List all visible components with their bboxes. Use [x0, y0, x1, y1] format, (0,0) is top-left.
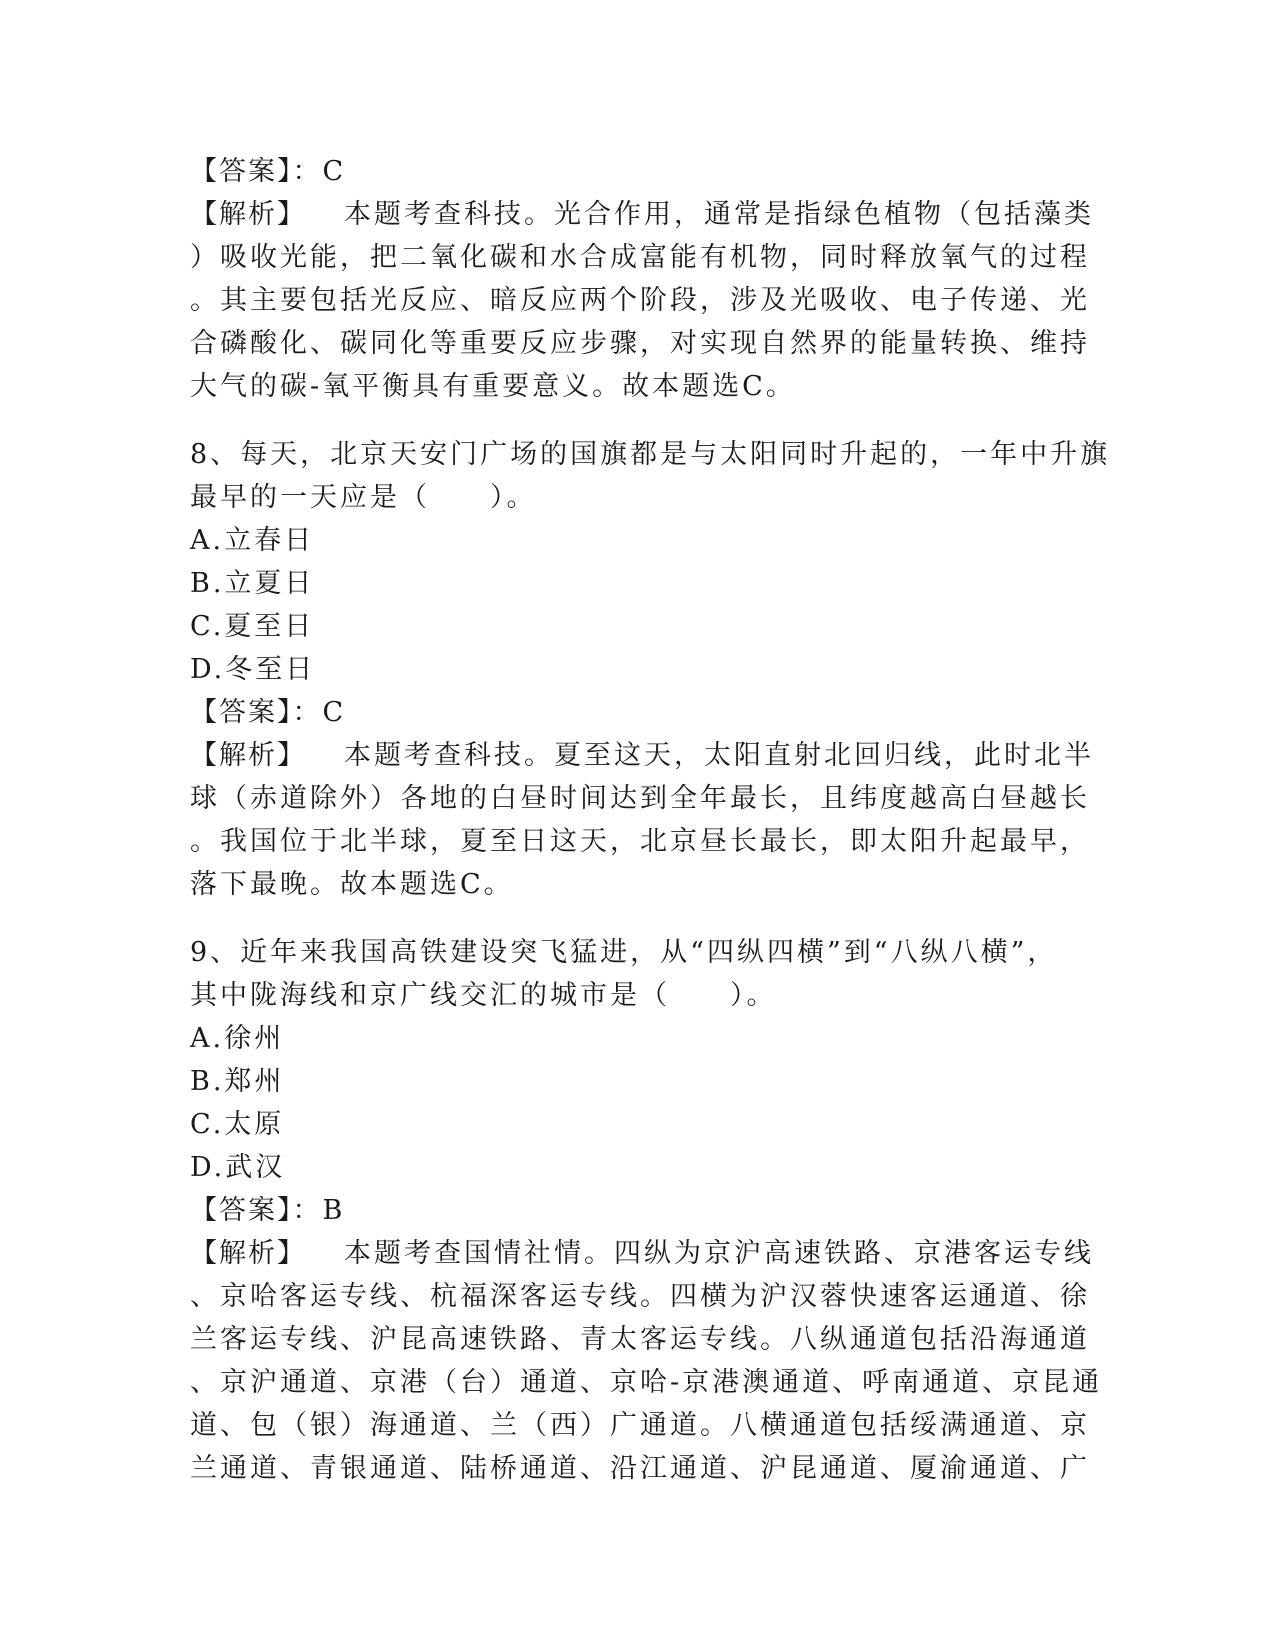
analysis-line	[190, 734, 1094, 777]
answer-line	[190, 150, 1080, 193]
option-d: D.武汉	[190, 1152, 286, 1183]
answer-separator: ：	[292, 1195, 323, 1226]
analysis-text: ）吸收光能，把二氧化碳和水合成富能有机物，同时释放氧气的过程	[190, 242, 1090, 273]
analysis-text: 兰客运专线、沪昆高速铁路、青太客运专线。八纵通道包括沿海通道	[190, 1324, 1090, 1355]
analysis-text: 落下最晚。故本题选C。	[190, 869, 514, 900]
option-a: A.立春日	[190, 525, 315, 556]
question-stem: 其中陇海线和京广线交汇的城市是（ ）。	[190, 980, 777, 1011]
analysis-label: 【解析】	[190, 199, 306, 230]
analysis-line	[190, 1232, 1094, 1275]
analysis-text: 本题考查科技。夏至这天，太阳直射北回归线，此时北半	[344, 740, 1094, 771]
analysis-label: 【解析】	[190, 1238, 306, 1269]
analysis-line	[190, 193, 1094, 236]
answer-separator: ：	[292, 697, 323, 728]
analysis-label: 【解析】	[190, 740, 306, 771]
option-d: D.冬至日	[190, 654, 316, 685]
analysis-text: 本题考查科技。光合作用，通常是指绿色植物（包括藻类	[344, 199, 1094, 230]
option-a: A.徐州	[190, 1023, 285, 1054]
analysis-text: 球（赤道除外）各地的白昼时间达到全年最长，且纬度越高白昼越长	[190, 783, 1090, 814]
analysis-text: 兰通道、青银通道、陆桥通道、沿江通道、沪昆通道、厦渝通道、广	[190, 1453, 1090, 1484]
analysis-text: 大气的碳-氧平衡具有重要意义。故本题选C。	[190, 371, 796, 402]
answer-value: C	[322, 697, 347, 728]
question-stem: 最早的一天应是（ ）。	[190, 482, 537, 513]
option-b: B.立夏日	[190, 568, 315, 599]
answer-value: B	[322, 1195, 346, 1226]
analysis-text: 本题考查国情社情。四纵为京沪高速铁路、京港客运专线	[344, 1238, 1094, 1269]
answer-label: 【答案】	[190, 697, 293, 728]
answer-separator: ：	[292, 156, 323, 187]
analysis-text: 、京哈客运专线、杭福深客运专线。四横为沪汉蓉快速客运通道、徐	[190, 1281, 1090, 1312]
analysis-text: 、京沪通道、京港（台）通道、京哈-京港澳通道、呼南通道、京昆通	[190, 1367, 1103, 1398]
answer-value: C	[322, 156, 347, 187]
answer-label: 【答案】	[190, 1195, 293, 1226]
question-stem: 9、近年来我国高铁建设突飞猛进，从“四纵四横”到“八纵八横”，	[190, 937, 1058, 968]
analysis-text: 。我国位于北半球，夏至日这天，北京昼长最长，即太阳升起最早，	[190, 826, 1090, 857]
document-page	[190, 150, 1111, 1490]
analysis-text: 合磷酸化、碳同化等重要反应步骤，对实现自然界的能量转换、维持	[190, 328, 1090, 359]
answer-line	[190, 691, 1080, 734]
option-c: C.夏至日	[190, 611, 315, 642]
answer-label: 【答案】	[190, 156, 293, 187]
question-stem: 8、每天，北京天安门广场的国旗都是与太阳同时升起的，一年中升旗	[190, 439, 1111, 470]
option-b: B.郑州	[190, 1066, 285, 1097]
answer-line	[190, 1189, 1080, 1232]
option-c: C.太原	[190, 1109, 285, 1140]
analysis-text: 道、包（银）海通道、兰（西）广通道。八横通道包括绥满通道、京	[190, 1410, 1090, 1441]
analysis-text: 。其主要包括光反应、暗反应两个阶段，涉及光吸收、电子传递、光	[190, 285, 1090, 316]
